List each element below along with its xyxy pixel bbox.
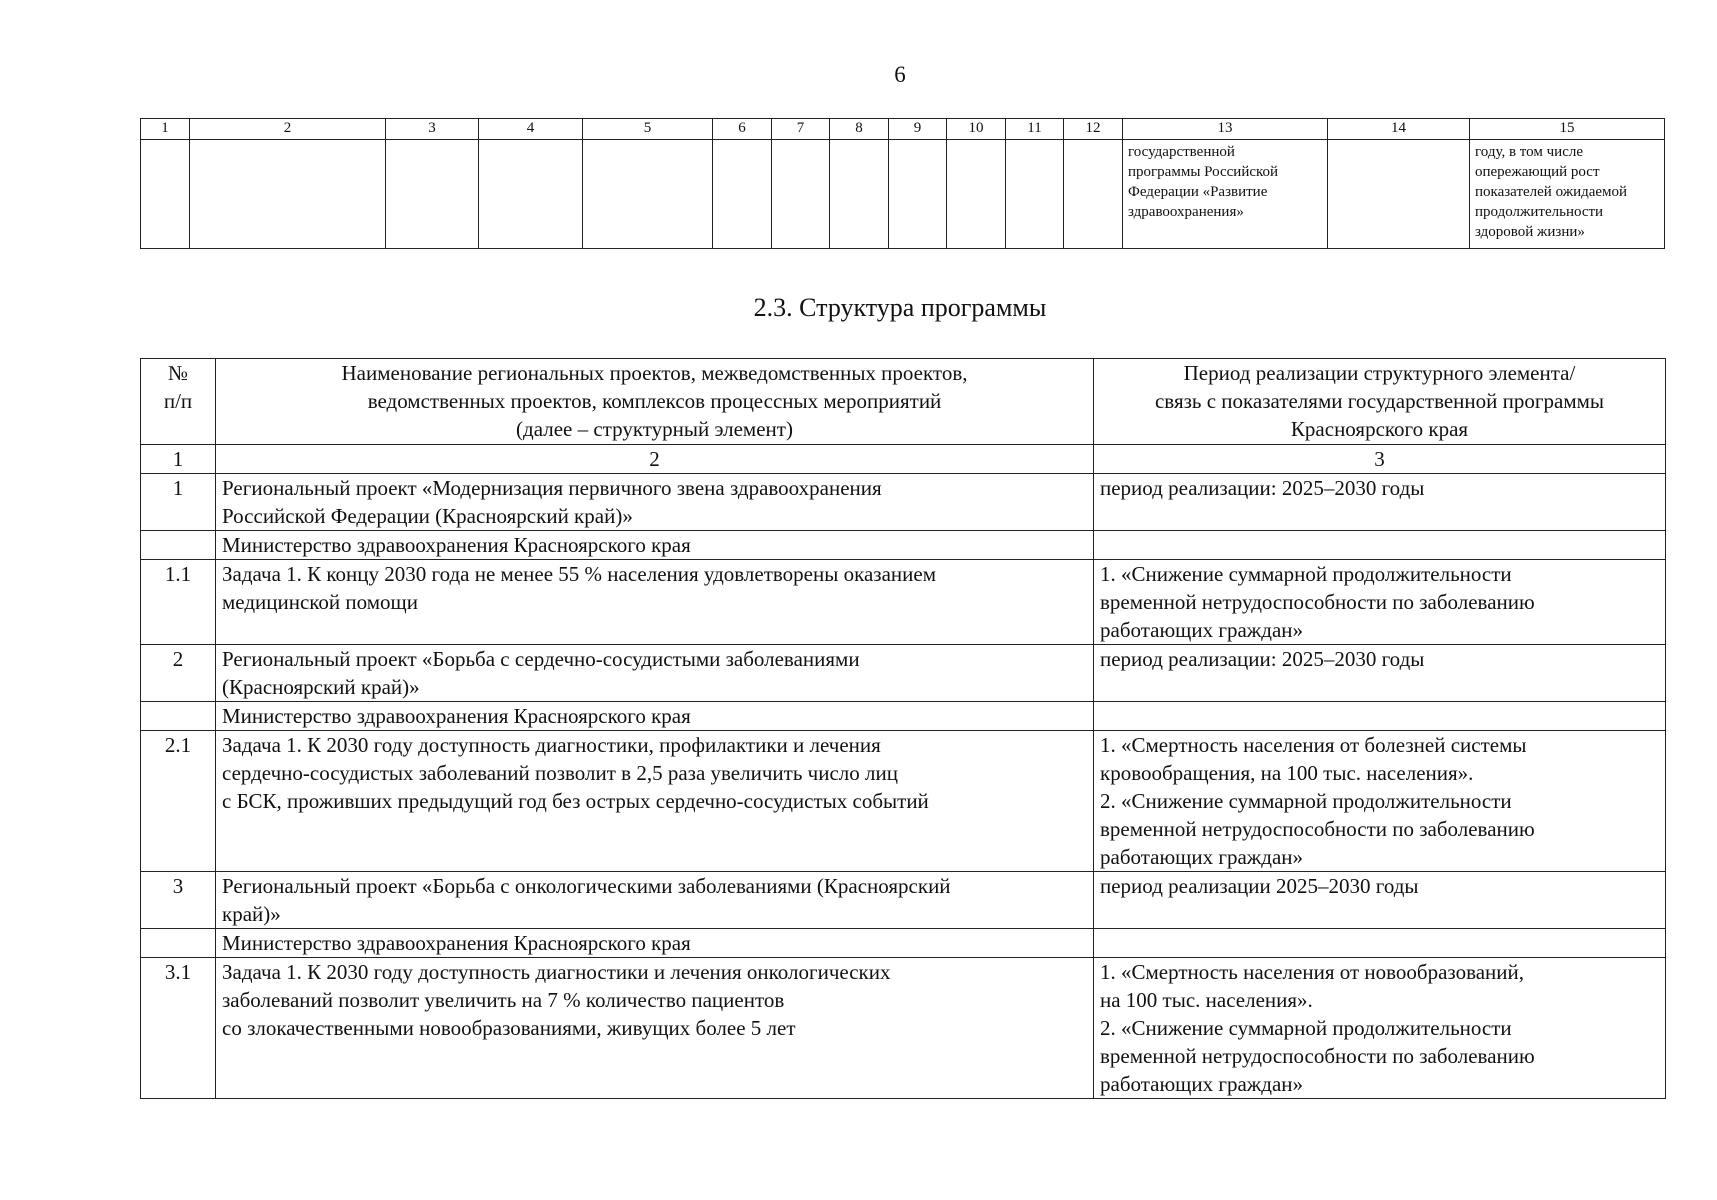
header-line: п/п [163,389,193,413]
cell-line: Задача 1. К 2030 году доступность диагностики, профилактики и лечения [222,733,881,757]
structural-element-name [216,958,1094,1099]
cell-line: Министерство здравоохранения Красноярского края [222,533,691,557]
cell-line: Задача 1. К концу 2030 года не менее 55 % населения удовлетворены оказанием [222,562,937,586]
table-cell [772,140,830,249]
header-line: Наименование региональных проектов, межведомственных проектов, [341,361,968,385]
period-and-indicators [1094,929,1666,958]
cell-line: 2. «Снижение суммарной продолжительности [1100,1016,1512,1040]
column-number: 2 [216,445,1094,474]
cell-line: здоровой жизни» [1475,224,1585,240]
column-number: 3 [1094,445,1666,474]
row-number [141,531,216,560]
table-cell [1064,140,1123,249]
column-number: 4 [479,119,583,140]
table-row [141,929,1666,958]
cell-line: Российской Федерации (Красноярский край)» [222,504,633,528]
section-title: 2.3. Структура программы [753,293,1047,322]
cell-line: медицинской помощи [222,590,418,614]
cell-line: году, в том числе [1475,144,1583,160]
table-cell [190,140,386,249]
cell-line: край)» [222,902,281,926]
table-cell-col13 [1123,140,1328,249]
structural-element-name [216,731,1094,872]
cell-line: государственной [1128,144,1235,160]
structural-element-name [216,645,1094,702]
table-cell [583,140,713,249]
cell-line: Федерации «Развитие [1128,184,1268,200]
header-line: (далее – структурный элемент) [516,417,793,441]
row-number: 1 [141,474,216,531]
header-cell-name [216,359,1094,445]
table-row [141,702,1666,731]
column-number: 7 [772,119,830,140]
table-row [141,531,1666,560]
period-and-indicators [1094,958,1666,1099]
column-number: 2 [190,119,386,140]
column-number: 6 [713,119,772,140]
structural-element-name [216,531,1094,560]
row-number: 3.1 [141,958,216,1099]
cell-line: заболеваний позволит увеличить на 7 % количество пациентов [222,988,785,1012]
header-cell-number [141,359,216,445]
period-and-indicators [1094,731,1666,872]
row-number: 2.1 [141,731,216,872]
table-row [141,958,1666,1099]
table-cell-col15 [1470,140,1665,249]
period-and-indicators [1094,560,1666,645]
row-number [141,929,216,958]
period-and-indicators [1094,872,1666,929]
period-and-indicators [1094,531,1666,560]
cell-line: период реализации: 2025–2030 годы [1100,647,1425,671]
header-line: Красноярского края [1290,417,1469,441]
cell-line: временной нетрудоспособности по заболеванию [1100,1044,1535,1068]
cell-line: (Красноярский край)» [222,675,420,699]
structure-table-body [141,474,1666,1099]
header-line: Период реализации структурного элемента/ [1183,361,1576,385]
cell-line: с БСК, проживших предыдущий год без острых сердечно-сосудистых событий [222,789,929,813]
column-number: 1 [141,119,190,140]
table-cell [479,140,583,249]
cell-line: Министерство здравоохранения Красноярского края [222,704,691,728]
page-number: 6 [894,62,906,87]
cell-line: Региональный проект «Модернизация первичного звена здравоохранения [222,476,882,500]
period-and-indicators [1094,645,1666,702]
cell-line: программы Российской [1128,164,1279,180]
table-cell [386,140,479,249]
continuation-table-header [141,119,1665,140]
column-number: 14 [1328,119,1470,140]
cell-line: временной нетрудоспособности по заболеванию [1100,817,1535,841]
header-line: ведомственных проектов, комплексов процессных мероприятий [367,389,942,413]
cell-line: 1. «Смертность населения от болезней системы [1100,733,1527,757]
cell-line: на 100 тыс. населения». [1100,988,1313,1012]
cell-line: сердечно-сосудистых заболеваний позволит в 2,5 раза увеличить число лиц [222,761,898,785]
table-cell [830,140,889,249]
column-number: 12 [1064,119,1123,140]
period-and-indicators [1094,702,1666,731]
column-number: 10 [947,119,1006,140]
column-number: 11 [1006,119,1064,140]
column-number: 3 [386,119,479,140]
row-number [141,702,216,731]
row-number: 1.1 [141,560,216,645]
cell-line: работающих граждан» [1100,845,1304,869]
header-line: связь с показателями государственной программы [1154,389,1605,413]
cell-line: работающих граждан» [1100,1072,1304,1096]
structural-element-name [216,474,1094,531]
cell-line: Региональный проект «Борьба с сердечно-сосудистыми заболеваниями [222,647,860,671]
cell-line: показателей ожидаемой [1475,184,1628,200]
header-cell-period [1094,359,1666,445]
column-number: 15 [1470,119,1665,140]
structural-element-name [216,560,1094,645]
cell-line: 2. «Снижение суммарной продолжительности [1100,789,1512,813]
table-row [141,560,1666,645]
column-number: 8 [830,119,889,140]
table-row [141,645,1666,702]
structural-element-name [216,702,1094,731]
table-cell [713,140,772,249]
row-number: 2 [141,645,216,702]
row-number: 3 [141,872,216,929]
structural-element-name [216,929,1094,958]
structural-element-name [216,872,1094,929]
header-line: № [167,361,189,385]
cell-line: работающих граждан» [1100,618,1304,642]
table-row [141,474,1666,531]
cell-line: опережающий рост [1475,164,1600,180]
cell-line: кровообращения, на 100 тыс. населения». [1100,761,1474,785]
structure-table-header [141,359,1666,445]
column-number: 9 [889,119,947,140]
table-cell [889,140,947,249]
structure-table [140,358,1666,1099]
column-number: 1 [141,445,216,474]
cell-line: период реализации: 2025–2030 годы [1100,476,1425,500]
table-row [141,731,1666,872]
cell-line: со злокачественными новообразованиями, живущих более 5 лет [222,1016,796,1040]
cell-line: период реализации 2025–2030 годы [1100,874,1419,898]
cell-line: Министерство здравоохранения Красноярского края [222,931,691,955]
column-number: 13 [1123,119,1328,140]
continuation-table [140,118,1665,249]
cell-line: временной нетрудоспособности по заболеванию [1100,590,1535,614]
cell-line: продолжительности [1475,204,1604,220]
column-numbers-row [141,445,1666,474]
table-cell [141,140,190,249]
table-cell [947,140,1006,249]
cell-line: Задача 1. К 2030 году доступность диагностики и лечения онкологических [222,960,891,984]
table-row [141,872,1666,929]
cell-line: здравоохранения» [1128,204,1244,220]
cell-line: 1. «Снижение суммарной продолжительности [1100,562,1512,586]
period-and-indicators [1094,474,1666,531]
cell-line: 1. «Смертность населения от новообразований, [1100,960,1525,984]
cell-line: Региональный проект «Борьба с онкологическими заболеваниями (Красноярский [222,874,951,898]
table-cell [1328,140,1470,249]
table-cell [1006,140,1064,249]
column-number: 5 [583,119,713,140]
continuation-table-row [141,140,1665,249]
